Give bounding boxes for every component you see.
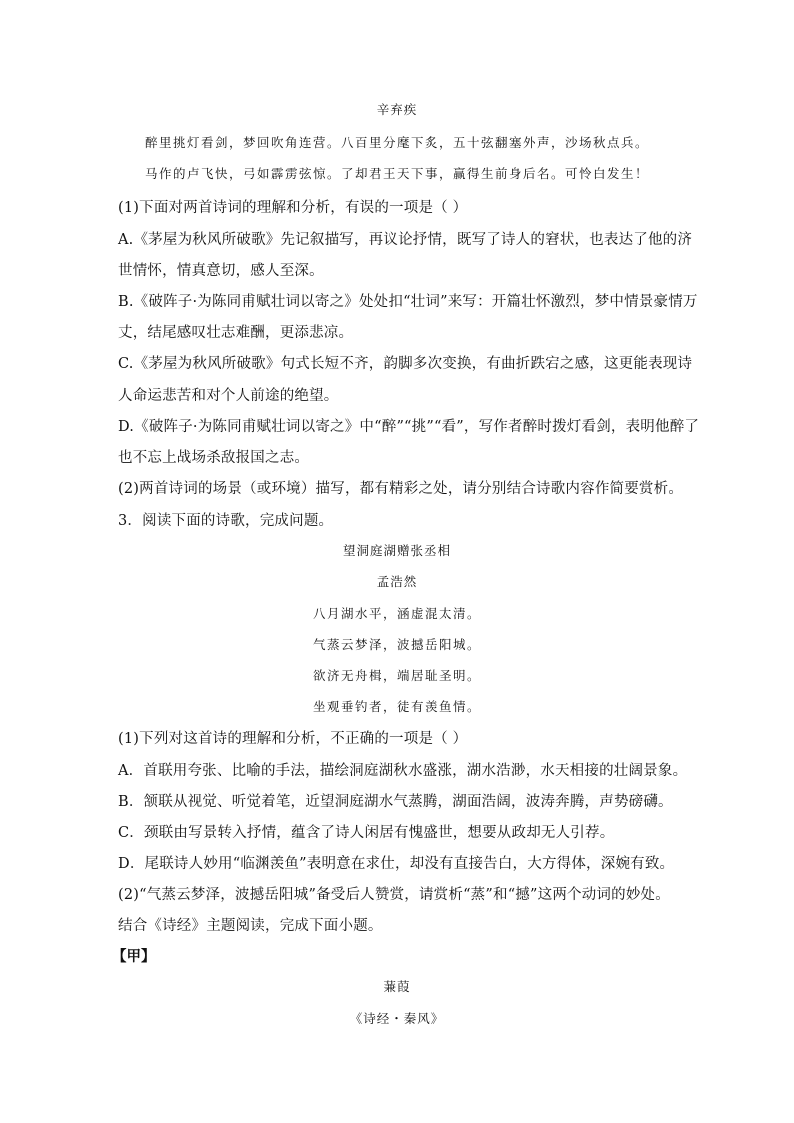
poem1-line-1: 醉里挑灯看剑，梦回吹角连营。八百里分麾下炙，五十弦翻塞外声，沙场秋点兵。 [144, 135, 649, 150]
poem1-line-2: 马作的卢飞快，弓如霹雳弦惊。了却君王天下事，赢得生前身后名。可怜白发生！ [144, 166, 649, 181]
q4-poem-source: 《诗经・秦风》 [349, 1011, 445, 1026]
q2-option-a-line2: 世情怀，情真意切，感人至深。 [118, 263, 324, 279]
q3-option-d: D．尾联诗人妙用“临渊羡鱼”表明意在求仕，却没有直接告白，大方得体，深婉有致。 [118, 856, 675, 872]
q3-option-b: B．颔联从视觉、听觉着笔，近望洞庭湖水气蒸腾，湖面浩阔，波涛奔腾，声势磅礴。 [118, 794, 673, 810]
q2-option-c-line2: 人命运悲苦和对个人前途的绝望。 [118, 388, 339, 404]
q4-intro: 结合《诗经》主题阅读，完成下面小题。 [118, 918, 383, 934]
q2-option-b-line2: 丈，结尾感叹壮志难酬，更添悲凉。 [118, 325, 354, 341]
q3-poem-line-1: 八月湖水平，涵虚混太清。 [312, 606, 481, 621]
q2-option-c-line1: C.《茅屋为秋风所破歌》句式长短不齐，韵脚多次变换，有曲折跌宕之感，这更能表现诗 [118, 356, 693, 372]
q3-poem-author: 孟浩然 [376, 574, 418, 589]
q3-sub2: (2)“气蒸云梦泽，波撼岳阳城”备受后人赞赏，请赏析“蒸”和“撼”这两个动词的妙处。 [118, 887, 670, 903]
q4-label: 【甲】 [112, 949, 156, 965]
q2-sub2: (2)两首诗词的场景（或环境）描写，都有精彩之处，请分别结合诗歌内容作简要赏析。 [118, 481, 684, 497]
q2-option-d-line2: 也不忘上战场杀敌报国之志。 [118, 450, 310, 466]
q3-poem-line-2: 气蒸云梦泽，波撼岳阳城。 [312, 637, 481, 652]
q4-poem-title: 蒹葭 [383, 979, 411, 994]
q2-option-a-line1: A.《茅屋为秋风所破歌》先记叙描写，再议论抒情，既写了诗人的窘状，也表达了他的济 [118, 232, 693, 248]
q2-option-b-line1: B.《破阵子·为陈同甫赋壮词以寄之》处处扣“壮词”来写：开篇壮怀激烈，梦中情景豪情万 [118, 294, 698, 310]
q3-option-c: C．颈联由写景转入抒情，蕴含了诗人闲居有愧盛世，想要从政却无人引荐。 [118, 825, 615, 841]
q2-option-d-line1: D.《破阵子·为陈同甫赋壮词以寄之》中“醉”“挑”“看”，写作者醉时拨灯看剑，表明他醉了 [118, 419, 700, 435]
q3-option-a: A．首联用夸张、比喻的手法，描绘洞庭湖秋水盛涨，湖水浩渺，水天相接的壮阔景象。 [118, 763, 688, 779]
q3-poem-line-4: 坐观垂钓者，徒有羡鱼情。 [312, 699, 481, 714]
q2-sub1-stem: (1)下面对两首诗词的理解和分析，有误的一项是（ ） [118, 200, 468, 216]
q3-poem-title: 望洞庭湖赠张丞相 [342, 543, 451, 558]
q3-sub1-stem: (1)下列对这首诗的理解和分析，不正确的一项是（ ） [118, 731, 468, 747]
q3-poem-line-3: 欲济无舟楫，端居耻圣明。 [312, 668, 481, 683]
poem1-author: 辛弃疾 [376, 102, 418, 117]
q3-intro: 3．阅读下面的诗歌，完成问题。 [118, 513, 334, 529]
